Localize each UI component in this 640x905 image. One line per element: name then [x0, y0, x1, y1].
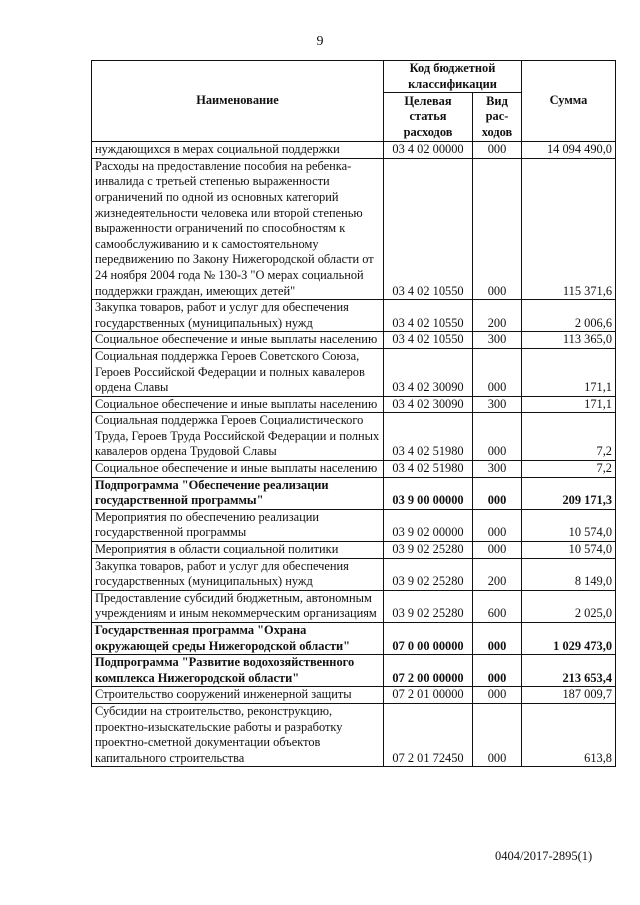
row-name-cell: Подпрограмма "Обеспечение реализации государственной программы"	[92, 477, 384, 509]
row-code-cell: 03 4 02 51980	[384, 461, 473, 478]
row-sum-cell: 10 574,0	[522, 542, 616, 559]
row-code-cell: 03 9 02 25280	[384, 542, 473, 559]
row-code-cell: 03 4 02 10550	[384, 158, 473, 299]
row-sum-cell: 10 574,0	[522, 509, 616, 541]
row-type-cell: 300	[473, 396, 522, 413]
table-header-row-1	[92, 61, 616, 93]
row-type-cell: 000	[473, 655, 522, 687]
row-name-cell: Социальная поддержка Героев Советского Союза, Героев Российской Федерации и полных кавалеров ордена Славы	[92, 348, 384, 396]
table-row	[92, 158, 616, 299]
row-code-cell: 07 2 01 72450	[384, 703, 473, 766]
row-sum-cell: 187 009,7	[522, 687, 616, 704]
row-sum-cell: 209 171,3	[522, 477, 616, 509]
row-type-cell: 000	[473, 542, 522, 559]
row-code-cell: 03 9 02 25280	[384, 558, 473, 590]
row-code-cell: 03 4 02 00000	[384, 142, 473, 159]
table-row	[92, 687, 616, 704]
row-sum-cell: 115 371,6	[522, 158, 616, 299]
header-sum: Сумма	[522, 61, 616, 142]
row-code-cell: 07 0 00 00000	[384, 623, 473, 655]
row-sum-cell: 171,1	[522, 348, 616, 396]
table-row	[92, 655, 616, 687]
row-sum-cell: 1 029 473,0	[522, 623, 616, 655]
row-name-cell: Закупка товаров, работ и услуг для обеспечения государственных (муниципальных) нужд	[92, 558, 384, 590]
row-sum-cell: 2 025,0	[522, 590, 616, 622]
row-name-cell: Предоставление субсидий бюджетным, автономным учреждениям и иным некоммерческим организациям	[92, 590, 384, 622]
row-sum-cell: 14 094 490,0	[522, 142, 616, 159]
table-row	[92, 542, 616, 559]
row-code-cell: 07 2 00 00000	[384, 655, 473, 687]
row-name-cell: Мероприятия по обеспечению реализации государственной программы	[92, 509, 384, 541]
row-type-cell: 200	[473, 558, 522, 590]
row-type-cell: 000	[473, 413, 522, 461]
row-type-cell: 000	[473, 158, 522, 299]
row-sum-cell: 2 006,6	[522, 300, 616, 332]
table-row	[92, 332, 616, 349]
row-name-cell: Подпрограмма "Развитие водохозяйственного комплекса Нижегородской области"	[92, 655, 384, 687]
row-type-cell: 000	[473, 703, 522, 766]
table-row	[92, 396, 616, 413]
table-row	[92, 590, 616, 622]
row-type-cell: 000	[473, 509, 522, 541]
row-sum-cell: 171,1	[522, 396, 616, 413]
row-name-cell: Мероприятия в области социальной политики	[92, 542, 384, 559]
row-type-cell: 000	[473, 348, 522, 396]
table-row	[92, 477, 616, 509]
row-type-cell: 200	[473, 300, 522, 332]
header-code-group: Код бюджетной классификации	[384, 61, 522, 93]
row-code-cell: 03 4 02 10550	[384, 300, 473, 332]
row-sum-cell: 613,8	[522, 703, 616, 766]
row-code-cell: 07 2 01 00000	[384, 687, 473, 704]
row-name-cell: Закупка товаров, работ и услуг для обеспечения государственных (муниципальных) нужд	[92, 300, 384, 332]
row-name-cell: Расходы на предоставление пособия на ребенка-инвалида с третьей степенью выраженности ограничений по одной из основных категорий жизнедеятельности человека или второй степенью выраженности ограничений по способностям к самообслуживанию и к самостоятельному передвижению по Закону Нижегородской области от 24 ноября 2004 года № 130-З "О мерах социальной поддержки граждан, имеющих детей"	[92, 158, 384, 299]
row-code-cell: 03 4 02 10550	[384, 332, 473, 349]
row-type-cell: 000	[473, 623, 522, 655]
document-footer-code: 0404/2017-2895(1)	[495, 849, 593, 863]
header-target-article: Целевая статья расходов	[384, 93, 473, 142]
row-name-cell: Социальное обеспечение и иные выплаты населению	[92, 461, 384, 478]
row-name-cell: Социальное обеспечение и иные выплаты населению	[92, 332, 384, 349]
row-sum-cell: 7,2	[522, 413, 616, 461]
row-code-cell: 03 9 02 00000	[384, 509, 473, 541]
table-row	[92, 703, 616, 766]
row-name-cell: Строительство сооружений инженерной защиты	[92, 687, 384, 704]
row-code-cell: 03 4 02 51980	[384, 413, 473, 461]
row-type-cell: 300	[473, 332, 522, 349]
row-type-cell: 000	[473, 687, 522, 704]
row-type-cell: 000	[473, 142, 522, 159]
row-sum-cell: 7,2	[522, 461, 616, 478]
table-body	[92, 142, 616, 767]
row-code-cell: 03 9 00 00000	[384, 477, 473, 509]
table-row	[92, 142, 616, 159]
row-name-cell: Государственная программа "Охрана окружающей среды Нижегородской области"	[92, 623, 384, 655]
row-name-cell: Субсидии на строительство, реконструкцию, проектно-изыскательские работы и разработку проектно-сметной документации объектов капитального строительства	[92, 703, 384, 766]
row-sum-cell: 8 149,0	[522, 558, 616, 590]
row-name-cell: нуждающихся в мерах социальной поддержки	[92, 142, 384, 159]
table-row	[92, 509, 616, 541]
row-code-cell: 03 4 02 30090	[384, 396, 473, 413]
row-type-cell: 600	[473, 590, 522, 622]
table-row	[92, 623, 616, 655]
table-row	[92, 461, 616, 478]
table-row	[92, 413, 616, 461]
row-name-cell: Социальное обеспечение и иные выплаты населению	[92, 396, 384, 413]
row-type-cell: 000	[473, 477, 522, 509]
table-row	[92, 348, 616, 396]
page-number: 9	[316, 34, 324, 49]
header-name: Наименование	[92, 61, 384, 142]
row-type-cell: 300	[473, 461, 522, 478]
header-expense-type: Вид рас-ходов	[473, 93, 522, 142]
table-row	[92, 300, 616, 332]
row-name-cell: Социальная поддержка Героев Социалистического Труда, Героев Труда Российской Федерации и полных кавалеров ордена Трудовой Славы	[92, 413, 384, 461]
budget-table	[91, 60, 616, 767]
row-sum-cell: 113 365,0	[522, 332, 616, 349]
table-row	[92, 558, 616, 590]
row-code-cell: 03 4 02 30090	[384, 348, 473, 396]
row-code-cell: 03 9 02 25280	[384, 590, 473, 622]
row-sum-cell: 213 653,4	[522, 655, 616, 687]
